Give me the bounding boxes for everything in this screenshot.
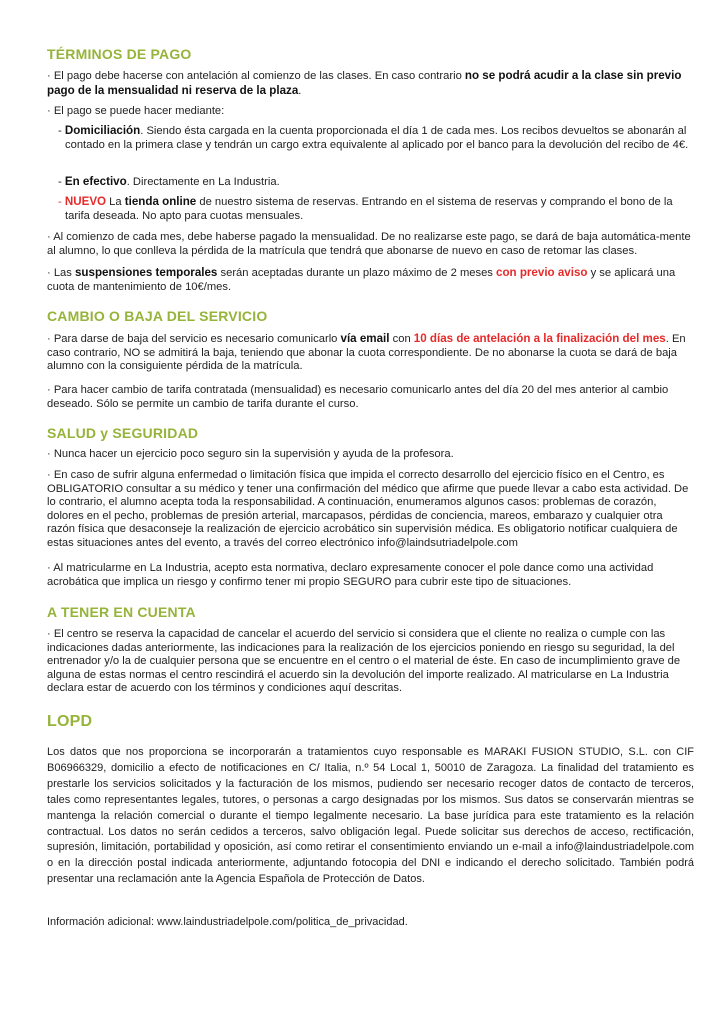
lopd-paragraph: Los datos que nos proporciona se incorporarán a tratamientos cuyo responsable es MARAKI FUSION STUDIO, S.L. con CIF B06966329, domicilio a efecto de notificaciones en C/ Italia, n.º 54 Local 1, 50010 de Zaragoza. La finalidad del tratamiento es prestarle los servicios solicitados y la facturación de los mismos, pudiendo ser necesario recoger datos de contacto de terceros, tales como representantes legales, tutores, o personas a cargo designadas por los mismos. Sus datos se conservarán mientras se mantenga la relación comercial o durante el tiempo legalmente necesario. La base jurídica para este tratamiento es la relación contractual. Los datos no serán cedidos a terceros, salvo obligación legal. Puede solicitar sus derechos de acceso, rectificación, supresión, limitación, portabilidad y oposición, así como retirar el consentimiento enviando un e-mail a info@laindustriadelpole.com o en la dirección postal indicada anteriormente, adjuntando fotocopia del DNI e indicando el derecho solicitado. También podrá presentar una reclamación ante la Agencia Española de Protección de Datos. (47, 746, 694, 886)
text-span: · Para darse de baja del servicio es necesario comunicarlo (47, 333, 341, 345)
salud-paragraph-2: · En caso de sufrir alguna enfermedad o limitación física que impida el correcto desarrollo del ejercicio físico en el Centro, es OBLIGATORIO consultar a su médico y tener una confirmación del médico que afirme que puede llevar a cabo esta actividad. De lo contrario, el alumno acepta toda la responsabilidad. A continuación, enumeramos algunos casos: problemas de corazón, dolores en el pecho, problemas de presión arterial, marcapasos, pérdidas de conciencia, mareos, embarazo y cualquier otra razón física que desaconseje la realización de ejercicio acrobático sin supervisión médica. Es obligatorio notificar cualquiera de estas situaciones antes del evento, a través del correo electrónico info@laindsutriadelpole.com (47, 469, 689, 549)
section-title-tener: A TENER EN CUENTA (47, 604, 196, 620)
section-title-lopd: LOPD (47, 713, 93, 730)
text-span: . (298, 84, 302, 97)
bold-span: tienda online (124, 195, 197, 208)
section-title-cambio: CAMBIO O BAJA DEL SERVICIO (47, 308, 268, 324)
terminos-paragraph-2: · El pago se puede hacer mediante: (47, 105, 225, 117)
payment-method-domiciliacion: - Domiciliación. Siendo ésta cargada en la cuenta proporcionada el día 1 de cada mes. Los recibos devueltos se abonarán al contado en la primera clase y tendrán un cargo extra equivalente al aplicado por el banco para la devolución del recibo de 4€. (58, 124, 689, 151)
text-span: con (389, 333, 414, 345)
payment-method-efectivo: - En efectivo. Directamente en La Industria. (58, 175, 280, 188)
cambio-paragraph-1 (47, 332, 692, 374)
highlight-span: 10 días de antelación a la finalización del mes (413, 332, 666, 345)
text-span: . En caso contrario, NO se admitirá la baja, teniendo que abonar la cuota correspondiente. De no abonarse la cuota se dará de baja alumno con la consiguiente pérdida de la matrícula. (47, 333, 686, 373)
salud-paragraph-1: · Nunca hacer un ejercicio poco seguro sin la supervisión y ayuda de la profesora. (47, 448, 454, 460)
bold-span: Domiciliación (64, 124, 141, 137)
bold-span: no se podrá acudir a la clase sin previo pago de la mensualidad ni reserva de la plaza (47, 69, 682, 97)
bold-span: En efectivo (64, 175, 127, 188)
lopd-additional-info: Información adicional: www.laindustriadelpole.com/politica_de_privacidad. (47, 916, 408, 928)
bold-span: suspensiones temporales (74, 266, 218, 279)
highlight-span: con previo aviso (496, 266, 588, 279)
text-span: . Siendo ésta cargada en la cuenta proporcionada el día 1 de cada mes. Los recibos devueltos se abonarán al contado en la primera clase y tendrán un cargo extra equivalente al aplicado por el banco para la devolución del recibo de 4€. (65, 125, 689, 151)
terminos-paragraph-3: · Al comienzo de cada mes, debe haberse pagado la mensualidad. De no realizarse este pago, se dará de baja automática-mente al alumno, lo que conlleva la pérdida de la matrícula que tendrá que abonarse de nuevo en caso de retomar las clases. (47, 231, 691, 257)
new-badge: NUEVO (64, 195, 107, 208)
section-title-salud: SALUD y SEGURIDAD (47, 425, 199, 441)
bold-span: vía email (340, 332, 390, 345)
text-span: de nuestro sistema de reservas. Entrando en el sistema de reservas y comprando el bono de la tarifa deseada. No apto para cuotas mensuales. (65, 196, 673, 222)
section-title-terminos: TÉRMINOS DE PAGO (47, 46, 192, 62)
terminos-paragraph-4 (47, 266, 692, 294)
tener-paragraph-1: · El centro se reserva la capacidad de cancelar el acuerdo del servicio si considera que el cliente no realiza o cumple con las indicaciones dadas anteriormente, las indicaciones para la realización de los ejercicios poniendo en riesgo su seguridad, la del entrenador y/o la de cualquier persona que se encuentre en el centro o el material de éste. En caso de incumplimiento grave de alguna de estas normas el centro rescindirá el acuerdo sin la devolución del importe realizado. Al matricularse en La Industria declara estar de acuerdo con los términos y condiciones aquí descritas. (47, 628, 681, 695)
text-span: y se aplicará una cuota de mantenimiento de 10€/mes. (47, 267, 676, 293)
terminos-paragraph-1 (47, 69, 692, 98)
text-span: . Directamente en La Industria. (126, 176, 280, 188)
cambio-paragraph-2: · Para hacer cambio de tarifa contratada (mensualidad) es necesario comunicarlo antes del día 20 del mes anterior al cambio deseado. Sólo se permite un cambio de tarifa durante el curso. (47, 384, 669, 410)
salud-paragraph-3: · Al matricularme en La Industria, acepto esta normativa, declaro expresamente conocer el pole dance como una actividad acrobática que implica un riesgo y confirmo tener mi propio SEGURO para cubrir este tipo de situaciones. (47, 562, 654, 588)
text-span: · El pago debe hacerse con antelación al comienzo de las clases. En caso contrario (47, 70, 465, 82)
text-span: La (106, 196, 125, 208)
payment-method-tienda-online: - NUEVO La tienda online de nuestro sistema de reservas. Entrando en el sistema de reservas y comprando el bono de la tarifa deseada. No apto para cuotas mensuales. (58, 195, 673, 222)
text-span: serán aceptadas durante un plazo máximo de 2 meses (217, 267, 496, 279)
text-span: · Las (47, 267, 75, 279)
